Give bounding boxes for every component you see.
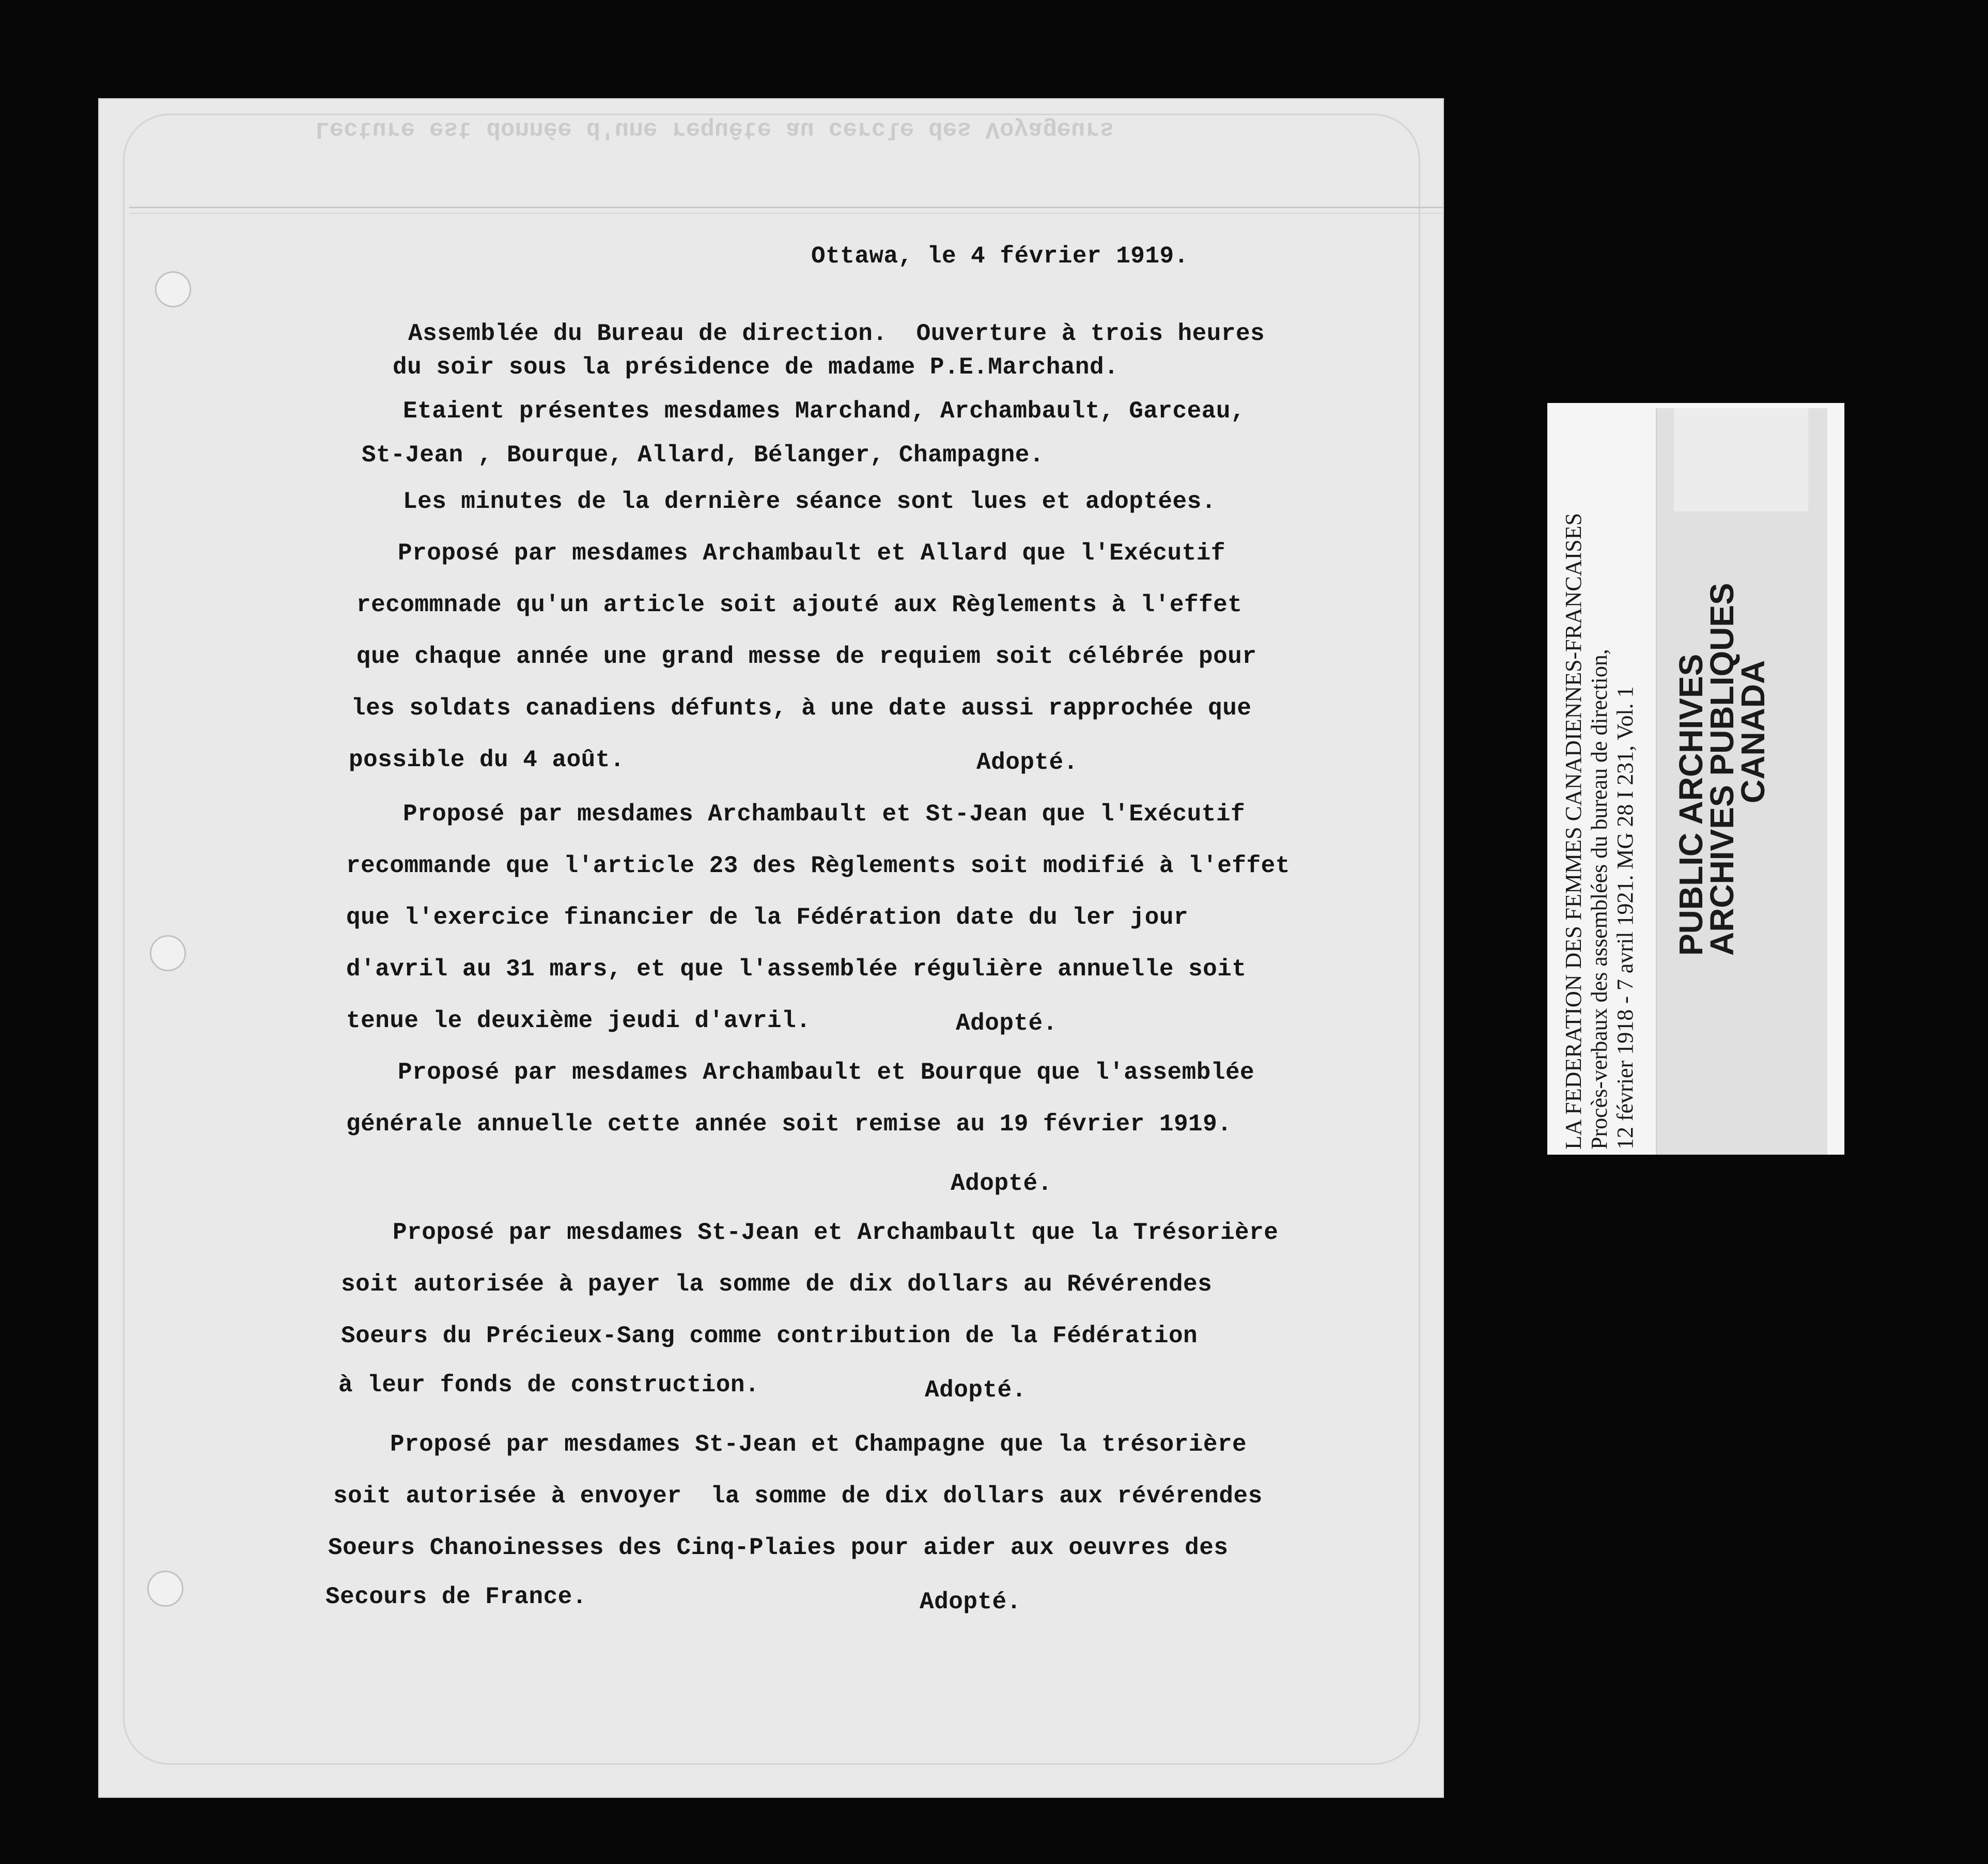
body-line: générale annuelle cette année soit remise au 19 février 1919. xyxy=(346,1111,1232,1138)
archive-stamp-line: CANADA xyxy=(1734,660,1772,803)
archive-label-reference: 12 février 1918 - 7 avril 1921. MG 28 I 231, Vol. 1 xyxy=(1612,686,1638,1150)
document-date: Ottawa, le 4 février 1919. xyxy=(811,243,1189,270)
body-line: possible du 4 août. xyxy=(349,747,625,773)
archive-label-subtitle: Procès-verbaux des assemblées du bureau de direction, xyxy=(1587,649,1612,1150)
punch-hole xyxy=(147,1571,183,1607)
punch-hole xyxy=(155,271,191,307)
archive-stamp-line: ARCHIVES PUBLIQUES xyxy=(1703,583,1741,956)
body-line: que chaque année une grand messe de requiem soit célébrée pour xyxy=(356,643,1257,670)
adopted-label: Adopté. xyxy=(925,1377,1027,1404)
body-line: les soldats canadiens défunts, à une date aussi rapprochée que xyxy=(351,695,1252,722)
body-line: Les minutes de la dernière séance sont lues et adoptées. xyxy=(403,488,1216,515)
archive-label-title: LA FEDERATION DES FEMMES CANADIENNES-FRANCAISES xyxy=(1561,512,1586,1150)
body-line: recommande que l'article 23 des Règlements soit modifié à l'effet xyxy=(346,852,1290,879)
archive-stamp-line: PUBLIC ARCHIVES xyxy=(1672,654,1710,956)
body-line: Assemblée du Bureau de direction. Ouverture à trois heures xyxy=(408,320,1265,347)
body-line: Secours de France. xyxy=(325,1583,587,1610)
body-line: tenue le deuxième jeudi d'avril. xyxy=(346,1007,811,1034)
body-line: soit autorisée à payer la somme de dix dollars au Révérendes xyxy=(341,1271,1213,1298)
adopted-label: Adopté. xyxy=(956,1010,1058,1037)
body-line: Proposé par mesdames Archambault et Allard que l'Exécutif xyxy=(398,540,1225,567)
punch-hole xyxy=(150,935,186,971)
body-line: Soeurs Chanoinesses des Cinq-Plaies pour aider aux oeuvres des xyxy=(328,1534,1229,1561)
body-line: Proposé par mesdames Archambault et St-Jean que l'Exécutif xyxy=(403,801,1246,828)
body-line: Proposé par mesdames St-Jean et Archambault que la Trésorière xyxy=(393,1219,1279,1246)
bleedthrough-line xyxy=(315,0,1400,5)
document-sheet xyxy=(98,98,1444,1798)
body-line: d'avril au 31 mars, et que l'assemblée régulière annuelle soit xyxy=(346,956,1247,983)
body-line: Soeurs du Précieux-Sang comme contribution de la Fédération xyxy=(341,1323,1198,1349)
body-line: recommnade qu'un article soit ajouté aux Règlements à l'effet xyxy=(356,592,1242,618)
body-line: soit autorisée à envoyer la somme de dix dollars aux révérendes xyxy=(333,1483,1263,1510)
adopted-label: Adopté. xyxy=(951,1170,1052,1197)
adopted-label: Adopté. xyxy=(920,1589,1021,1616)
body-line: Proposé par mesdames St-Jean et Champagne que la trésorière xyxy=(390,1431,1247,1458)
bleedthrough-line: Lecture est donnée d'une requête au cercle des Voyageurs xyxy=(315,116,1114,143)
bleedthrough-text xyxy=(315,0,1400,253)
archive-stamp-tab xyxy=(1674,408,1808,511)
body-line: Etaient présentes mesdames Marchand, Archambault, Garceau, xyxy=(403,398,1246,425)
body-line: St-Jean , Bourque, Allard, Bélanger, Champagne. xyxy=(362,442,1044,469)
adopted-label: Adopté. xyxy=(976,749,1078,776)
body-line: du soir sous la présidence de madame P.E.Marchand. xyxy=(393,354,1119,381)
body-line: Proposé par mesdames Archambault et Bourque que l'assemblée xyxy=(398,1059,1255,1086)
body-line: à leur fonds de construction. xyxy=(338,1372,760,1399)
body-line: que l'exercice financier de la Fédération date du ler jour xyxy=(346,904,1189,931)
